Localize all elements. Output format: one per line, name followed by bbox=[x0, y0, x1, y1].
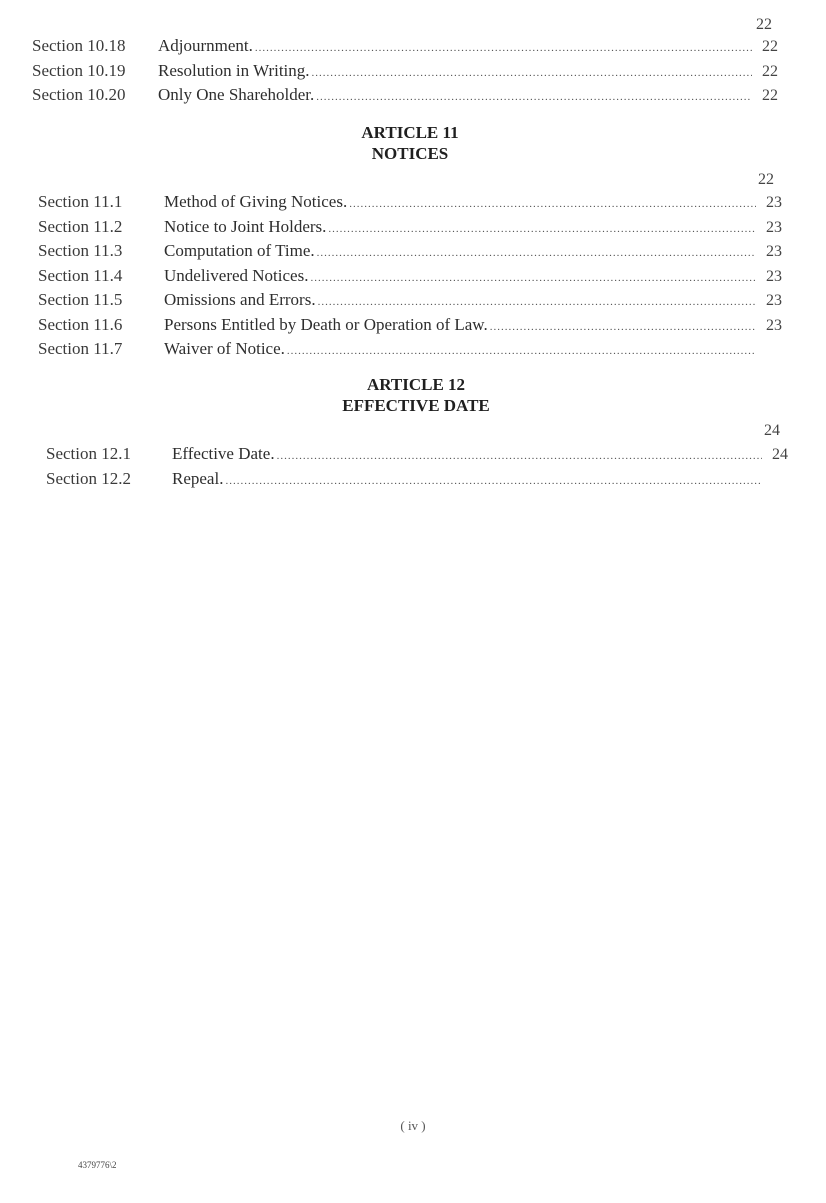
leading-page-number: 22 bbox=[756, 16, 772, 33]
section-title: Only One Shareholder. bbox=[158, 85, 315, 104]
toc-group-article-12 bbox=[46, 444, 788, 493]
article-label: ARTICLE 12 bbox=[366, 375, 466, 394]
section-title: Repeal. bbox=[172, 468, 224, 488]
dot-leader bbox=[310, 273, 756, 284]
toc-row[interactable] bbox=[38, 266, 782, 291]
section-title: Adjournment. bbox=[158, 36, 253, 55]
toc-row[interactable] bbox=[46, 469, 788, 494]
dot-leader bbox=[328, 224, 756, 235]
article-label: ARTICLE 11 bbox=[361, 123, 459, 142]
section-title: Effective Date. bbox=[172, 444, 275, 463]
section-title: Waiver of Notice. bbox=[164, 339, 285, 358]
section-number: Section 11.5 bbox=[38, 290, 123, 309]
section-number: Section 10.20 bbox=[32, 85, 126, 104]
toc-row[interactable] bbox=[38, 290, 782, 315]
section-page: 22 bbox=[762, 62, 778, 80]
article-title: EFFECTIVE DATE bbox=[342, 396, 490, 415]
section-title: Undelivered Notices. bbox=[164, 265, 309, 285]
section-page: 22 bbox=[762, 38, 778, 55]
dot-leader bbox=[312, 68, 752, 79]
dot-leader bbox=[255, 43, 752, 54]
section-page: 23 bbox=[766, 267, 782, 285]
section-number: Section 11.2 bbox=[38, 216, 123, 236]
section-number: Section 11.6 bbox=[38, 314, 123, 334]
dot-leader bbox=[318, 297, 756, 308]
section-number: Section 11.4 bbox=[38, 265, 123, 285]
dot-leader bbox=[316, 92, 752, 103]
section-title: Computation of Time. bbox=[164, 241, 315, 260]
toc-row[interactable] bbox=[38, 217, 782, 242]
dot-leader bbox=[225, 476, 762, 487]
dot-leader bbox=[277, 451, 762, 462]
section-number: Section 12.1 bbox=[46, 444, 131, 463]
toc-row[interactable] bbox=[38, 315, 782, 340]
leading-page-number: 24 bbox=[764, 422, 780, 439]
article-heading-12 bbox=[310, 374, 522, 416]
toc-group-article-11 bbox=[38, 192, 782, 364]
toc-row[interactable] bbox=[38, 339, 782, 364]
section-number: Section 12.2 bbox=[46, 468, 131, 488]
section-number: Section 10.18 bbox=[32, 36, 126, 55]
toc-row[interactable] bbox=[32, 61, 778, 86]
footer-page-number: ( iv ) bbox=[400, 1118, 426, 1133]
document-id: 4379776\2 bbox=[78, 1160, 117, 1170]
section-page: 23 bbox=[766, 194, 782, 211]
section-page: 23 bbox=[766, 316, 782, 334]
section-number: Section 10.19 bbox=[32, 60, 126, 80]
toc-row[interactable] bbox=[38, 241, 782, 266]
toc-row[interactable] bbox=[32, 36, 778, 61]
section-page: 23 bbox=[766, 292, 782, 309]
toc-row[interactable] bbox=[32, 85, 778, 110]
toc-group-article-10 bbox=[32, 36, 778, 110]
dot-leader bbox=[317, 248, 756, 259]
section-title: Method of Giving Notices. bbox=[164, 192, 348, 211]
article-title: NOTICES bbox=[371, 144, 449, 163]
dot-leader bbox=[490, 322, 756, 333]
dot-leader bbox=[349, 199, 756, 210]
section-number: Section 11.3 bbox=[38, 241, 123, 260]
section-title: Persons Entitled by Death or Operation of Law. bbox=[164, 314, 488, 334]
section-page: 23 bbox=[766, 218, 782, 236]
section-page: 24 bbox=[772, 446, 788, 463]
section-number: Section 11.7 bbox=[38, 339, 123, 358]
section-page: 23 bbox=[766, 243, 782, 260]
section-title: Omissions and Errors. bbox=[164, 290, 316, 309]
toc-row[interactable] bbox=[46, 444, 788, 469]
leading-page-number: 22 bbox=[758, 171, 774, 188]
article-heading-11 bbox=[310, 122, 510, 164]
section-page: 22 bbox=[762, 87, 778, 104]
section-title: Notice to Joint Holders. bbox=[164, 216, 327, 236]
dot-leader bbox=[287, 346, 756, 357]
toc-row[interactable] bbox=[38, 192, 782, 217]
section-number: Section 11.1 bbox=[38, 192, 123, 211]
section-title: Resolution in Writing. bbox=[158, 60, 310, 80]
